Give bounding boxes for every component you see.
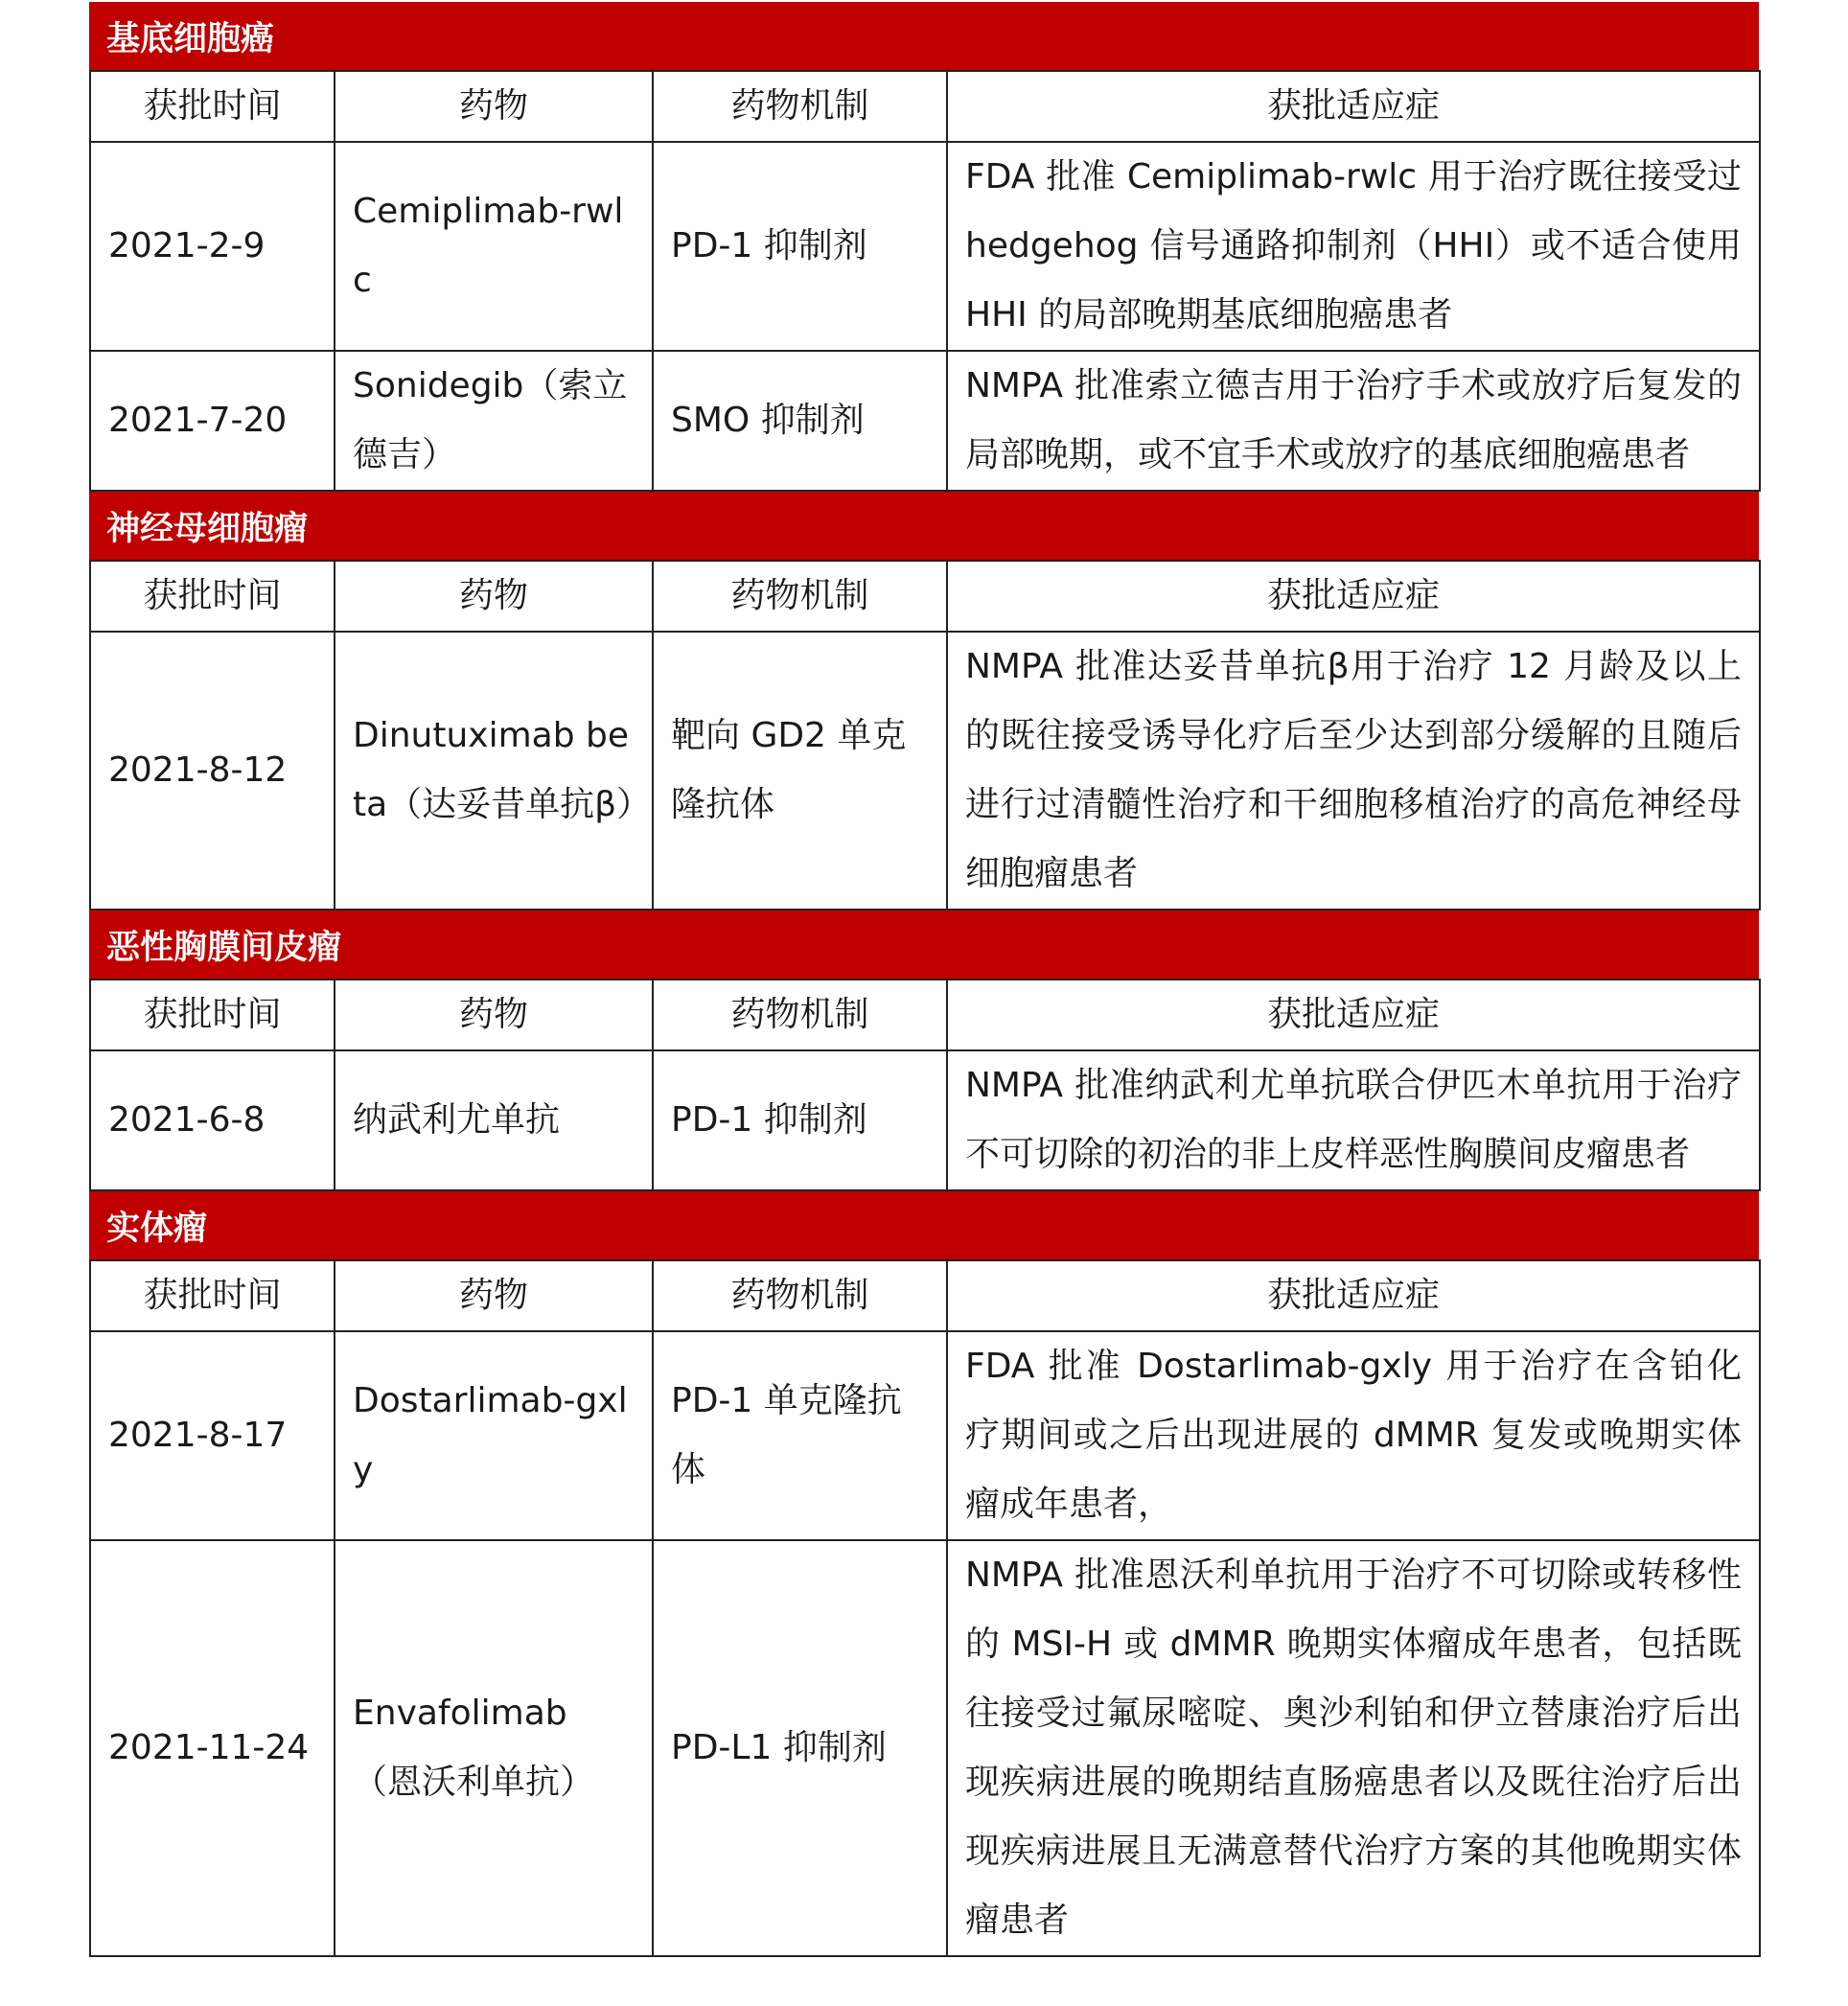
column-header-drug: 药物 bbox=[335, 980, 653, 1050]
indication-cell: NMPA 批准恩沃利单抗用于治疗不可切除或转移性的 MSI-H 或 dMMR 晚期实体瘤成年患者，包括既往接受过氟尿嘧啶、奥沙利铂和伊立替康治疗后出现疾病进展的晚期结直肠癌患者以及既往治疗后出现疾病进展且无满意替代治疗方案的其他晚期实体瘤患者 bbox=[947, 1540, 1760, 1956]
mechanism-cell: PD-1 单克隆抗体 bbox=[653, 1331, 947, 1540]
column-header-date: 获批时间 bbox=[90, 71, 335, 142]
approval-date-cell: 2021-6-8 bbox=[90, 1050, 335, 1190]
drug-name-cell: 纳武利尤单抗 bbox=[335, 1050, 653, 1190]
column-header-date: 获批时间 bbox=[90, 561, 335, 632]
indication-cell: NMPA 批准达妥昔单抗β用于治疗 12 月龄及以上的既往接受诱导化疗后至少达到部分缓解的且随后进行过清髓性治疗和干细胞移植治疗的高危神经母细胞瘤患者 bbox=[947, 632, 1760, 910]
drug-approval-sheet bbox=[89, 2, 1759, 1957]
table-row bbox=[90, 1540, 1760, 1956]
mechanism-cell: 靶向 GD2 单克隆抗体 bbox=[653, 632, 947, 910]
column-header-date: 获批时间 bbox=[90, 980, 335, 1050]
section-title: 基底细胞癌 bbox=[89, 2, 1759, 70]
column-header-drug: 药物 bbox=[335, 71, 653, 142]
mechanism-cell: PD-1 抑制剂 bbox=[653, 1050, 947, 1190]
column-header-mechanism: 药物机制 bbox=[653, 561, 947, 632]
approval-date-cell: 2021-8-17 bbox=[90, 1331, 335, 1540]
table-row bbox=[90, 1331, 1760, 1540]
approval-date-cell: 2021-2-9 bbox=[90, 142, 335, 351]
column-header-mechanism: 药物机制 bbox=[653, 1260, 947, 1331]
approval-date-cell: 2021-11-24 bbox=[90, 1540, 335, 1956]
drug-name-cell: Sonidegib（索立德吉） bbox=[335, 351, 653, 491]
section-table bbox=[89, 979, 1761, 1191]
table-row bbox=[90, 1050, 1760, 1190]
approval-date-cell: 2021-7-20 bbox=[90, 351, 335, 491]
column-header-row bbox=[90, 980, 1760, 1050]
section-title: 实体瘤 bbox=[89, 1191, 1759, 1259]
column-header-drug: 药物 bbox=[335, 561, 653, 632]
indication-cell: NMPA 批准索立德吉用于治疗手术或放疗后复发的局部晚期，或不宜手术或放疗的基底细胞癌患者 bbox=[947, 351, 1760, 491]
section-title: 恶性胸膜间皮瘤 bbox=[89, 911, 1759, 979]
drug-name-cell: Dostarlimab-gxly bbox=[335, 1331, 653, 1540]
mechanism-cell: PD-L1 抑制剂 bbox=[653, 1540, 947, 1956]
column-header-row bbox=[90, 1260, 1760, 1331]
drug-name-cell: Dinutuximab beta（达妥昔单抗β） bbox=[335, 632, 653, 910]
indication-cell: FDA 批准 Dostarlimab-gxly 用于治疗在含铂化疗期间或之后出现进展的 dMMR 复发或晚期实体瘤成年患者， bbox=[947, 1331, 1760, 1540]
section-title: 神经母细胞瘤 bbox=[89, 492, 1759, 560]
mechanism-cell: PD-1 抑制剂 bbox=[653, 142, 947, 351]
column-header-indication: 获批适应症 bbox=[947, 71, 1760, 142]
mechanism-cell: SMO 抑制剂 bbox=[653, 351, 947, 491]
indication-cell: FDA 批准 Cemiplimab-rwlc 用于治疗既往接受过 hedgehog 信号通路抑制剂（HHI）或不适合使用 HHI 的局部晚期基底细胞癌患者 bbox=[947, 142, 1760, 351]
table-row bbox=[90, 142, 1760, 351]
column-header-date: 获批时间 bbox=[90, 1260, 335, 1331]
table-row bbox=[90, 632, 1760, 910]
indication-cell: NMPA 批准纳武利尤单抗联合伊匹木单抗用于治疗不可切除的初治的非上皮样恶性胸膜间皮瘤患者 bbox=[947, 1050, 1760, 1190]
drug-name-cell: Cemiplimab-rwlc bbox=[335, 142, 653, 351]
section-table bbox=[89, 560, 1761, 911]
column-header-indication: 获批适应症 bbox=[947, 980, 1760, 1050]
section-table bbox=[89, 70, 1761, 492]
drug-name-cell: Envafolimab（恩沃利单抗） bbox=[335, 1540, 653, 1956]
approval-date-cell: 2021-8-12 bbox=[90, 632, 335, 910]
section-table bbox=[89, 1259, 1761, 1957]
column-header-indication: 获批适应症 bbox=[947, 1260, 1760, 1331]
column-header-row bbox=[90, 561, 1760, 632]
column-header-mechanism: 药物机制 bbox=[653, 980, 947, 1050]
column-header-indication: 获批适应症 bbox=[947, 561, 1760, 632]
column-header-drug: 药物 bbox=[335, 1260, 653, 1331]
column-header-mechanism: 药物机制 bbox=[653, 71, 947, 142]
column-header-row bbox=[90, 71, 1760, 142]
table-row bbox=[90, 351, 1760, 491]
